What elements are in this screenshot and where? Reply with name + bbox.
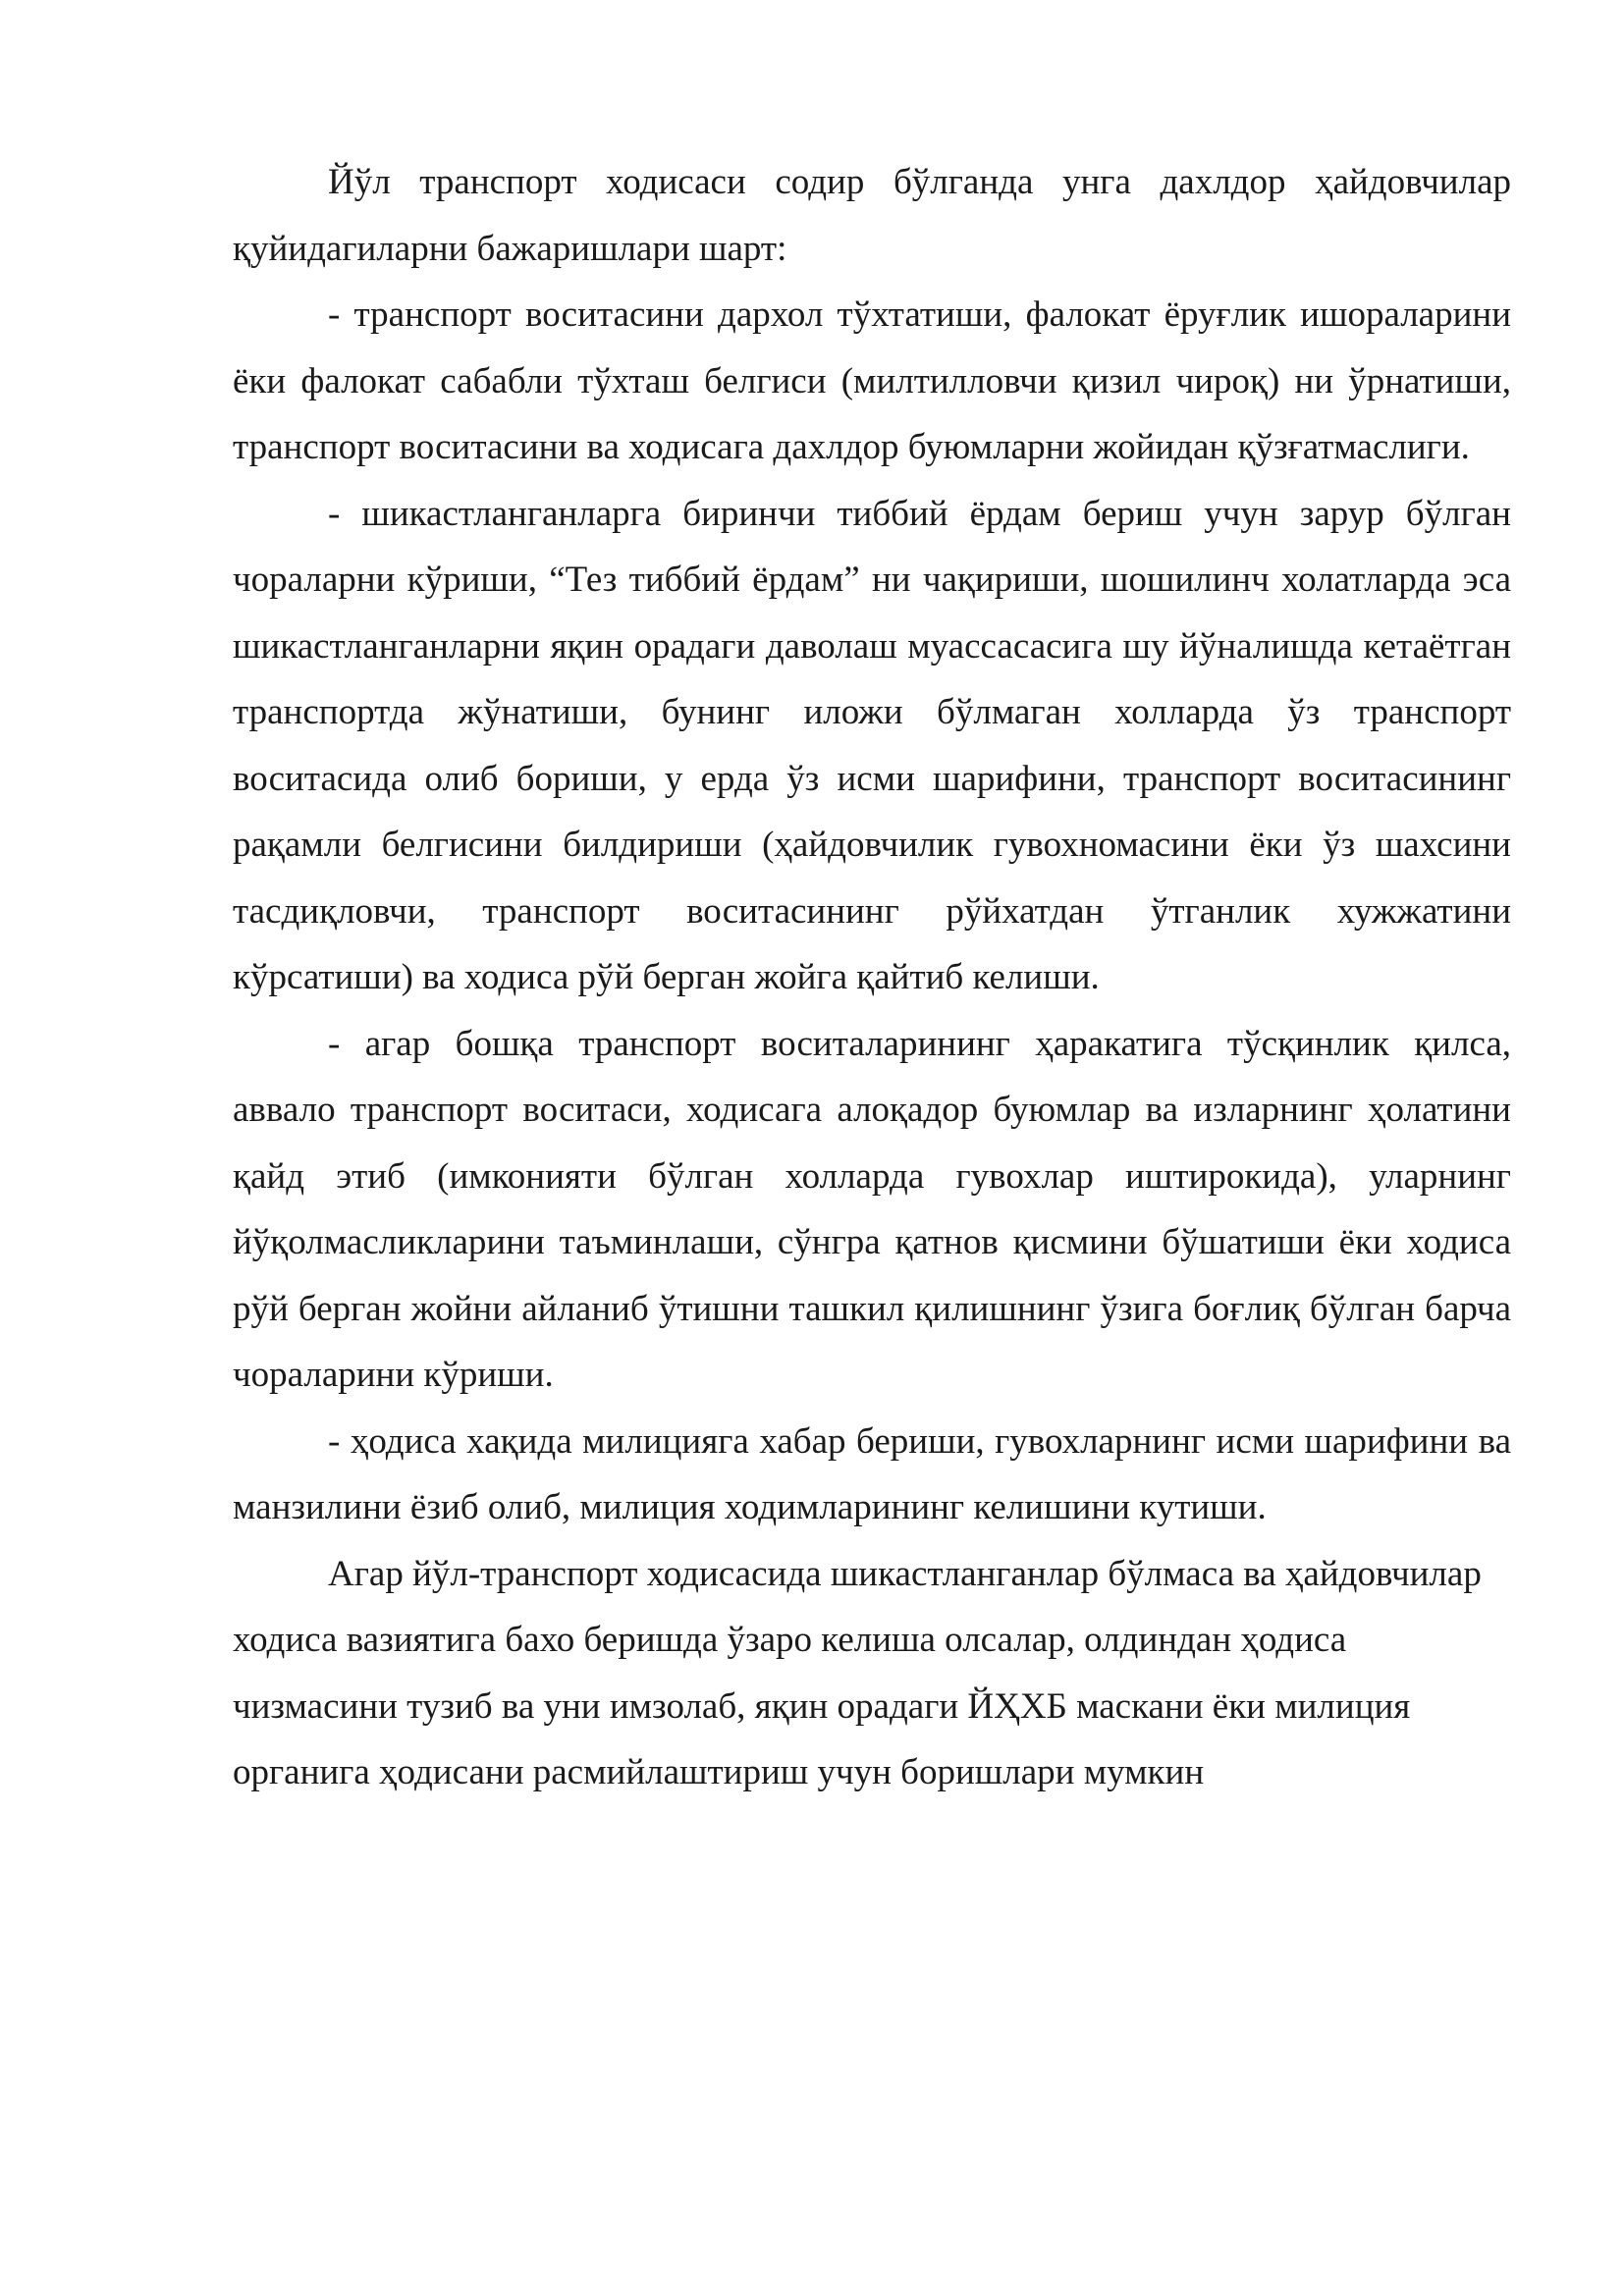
paragraph-intro: Йўл транспорт ходисаси содир бўлганда унга дахлдор ҳайдовчилар қуйидагиларни бажаришлари шарт: (233, 162, 1511, 269)
paragraph-clear-road: - агар бошқа транспорт воситаларининг ҳаракатига тўсқинлик қилса, аввало транспорт воситаси, ходисага алоқадор буюмлар ва изларнинг ҳолатини қайд этиб (имконияти бўлган холларда гувохлар иштирокида), уларнинг йўқолмасликларини таъминлаши, сўнгра қатнов қисмини бўшатиши ёки ходиса рўй берган жойни айланиб ўтишни ташкил қилишнинг ўзига боғлиқ бўлган барча чораларини кўриши. (233, 1023, 1511, 1395)
paragraph-notify-police: - ҳодиса хақида милицияга хабар бериши, гувохларнинг исми шарифини ва манзилини ёзиб олиб, милиция ходимларининг келишини кутиши. (233, 1420, 1511, 1527)
document-page (233, 149, 1511, 1806)
paragraph-no-injuries: Агар йўл-транспорт ходисасида шикастланганлар бўлмаса ва ҳайдовчилар ходиса вазиятига бахо беришда ўзаро келиша олсалар, олдиндан ҳодиса чизмасини тузиб ва уни имзолаб, яқин орадаги ЙҲХБ маскани ёки милиция органига ҳодисани расмийлаштириш учун боришлари мумкин (233, 1553, 1482, 1792)
paragraph-stop-vehicle: - транспорт воситасини дархол тўхтатиши, фалокат ёруғлик ишораларини ёки фалокат сабабли тўхташ белгиси (милтилловчи қизил чироқ) ни ўрнатиши, транспорт воситасини ва ходисага дахлдор буюмларни жойидан қўзғатмаслиги. (233, 294, 1511, 467)
paragraph-first-aid: - шикастланганларга биринчи тиббий ёрдам бериш учун зарур бўлган чораларни кўриши, “Тез тиббий ёрдам” ни чақириши, шошилинч холатларда эса шикастланганларни яқин орадаги даволаш муассасасига шу йўналишда кетаётган транспортда жўнатиши, бунинг иложи бўлмаган холларда ўз транспорт воситасида олиб бориши, у ерда ўз исми шарифини, транспорт воситасининг рақамли белгисини билдириши (ҳайдовчилик гувохномасини ёки ўз шахсини тасдиқловчи, транспорт воситасининг рўйхатдан ўтганлик хужжатини кўрсатиши) ва ходиса рўй берган жойга қайтиб келиши. (233, 493, 1511, 997)
